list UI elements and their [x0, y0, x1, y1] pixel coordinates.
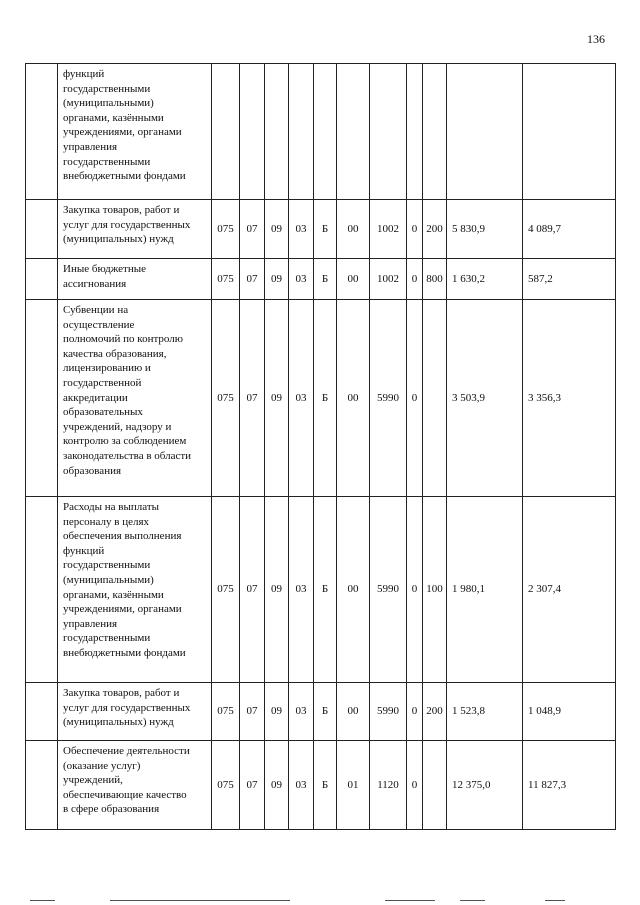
table-row [26, 497, 616, 683]
extra-code-cell [407, 64, 423, 200]
amount-cell-1: 1 980,1 [447, 497, 523, 683]
subsection-code-cell: 09 [265, 683, 289, 741]
event-code-cell: 00 [337, 200, 370, 259]
direction-code-cell: 1002 [370, 200, 407, 259]
extra-code-cell: 0 [407, 497, 423, 683]
subprogram-code-cell: Б [314, 200, 337, 259]
expense-name-cell: Закупка товаров, работ и услуг для государственных (муниципальных) нужд [58, 683, 212, 741]
event-code-cell: 01 [337, 741, 370, 830]
event-code-cell: 00 [337, 300, 370, 497]
expense-type-cell [423, 64, 447, 200]
ved-code-cell: 075 [212, 259, 240, 300]
program-code-cell: 03 [289, 741, 314, 830]
budget-table-body [26, 64, 616, 830]
row-index-cell [26, 683, 58, 741]
subsection-code-cell [265, 64, 289, 200]
subprogram-code-cell: Б [314, 497, 337, 683]
row-index-cell [26, 497, 58, 683]
program-code-cell: 03 [289, 683, 314, 741]
ved-code-cell: 075 [212, 741, 240, 830]
section-code-cell [240, 64, 265, 200]
direction-code-cell [370, 64, 407, 200]
event-code-cell: 00 [337, 259, 370, 300]
scan-artifact-line [30, 900, 55, 901]
ved-code-cell [212, 64, 240, 200]
ved-code-cell: 075 [212, 497, 240, 683]
subprogram-code-cell: Б [314, 300, 337, 497]
expense-name-cell: функций государственными (муниципальными) органами, казёнными учреждениями, органами управления государственными внебюджетными фондами [58, 64, 212, 200]
extra-code-cell: 0 [407, 300, 423, 497]
subsection-code-cell: 09 [265, 300, 289, 497]
program-code-cell [289, 64, 314, 200]
table-row [26, 64, 616, 200]
direction-code-cell: 5990 [370, 497, 407, 683]
row-index-cell [26, 259, 58, 300]
expense-name-cell: Иные бюджетные ассигнования [58, 259, 212, 300]
table-row [26, 259, 616, 300]
budget-table [25, 63, 616, 830]
program-code-cell: 03 [289, 259, 314, 300]
direction-code-cell: 1120 [370, 741, 407, 830]
subprogram-code-cell: Б [314, 741, 337, 830]
section-code-cell: 07 [240, 683, 265, 741]
amount-cell-2: 1 048,9 [523, 683, 616, 741]
extra-code-cell: 0 [407, 683, 423, 741]
row-index-cell [26, 200, 58, 259]
extra-code-cell: 0 [407, 741, 423, 830]
program-code-cell: 03 [289, 200, 314, 259]
amount-cell-1: 1 523,8 [447, 683, 523, 741]
amount-cell-2: 2 307,4 [523, 497, 616, 683]
ved-code-cell: 075 [212, 200, 240, 259]
direction-code-cell: 1002 [370, 259, 407, 300]
amount-cell-1 [447, 64, 523, 200]
section-code-cell: 07 [240, 300, 265, 497]
event-code-cell: 00 [337, 497, 370, 683]
expense-type-cell: 800 [423, 259, 447, 300]
subsection-code-cell: 09 [265, 200, 289, 259]
expense-name-cell: Субвенции на осуществление полномочий по контролю качества образования, лицензированию и государственной аккредитации образовательных учреждений, надзору и контролю за соблюдением законодательства в области образования [58, 300, 212, 497]
section-code-cell: 07 [240, 259, 265, 300]
expense-name-cell: Обеспечение деятельности (оказание услуг) учреждений, обеспечивающие качество в сфере образования [58, 741, 212, 830]
subsection-code-cell: 09 [265, 741, 289, 830]
scan-artifact-line [110, 900, 290, 901]
expense-type-cell [423, 300, 447, 497]
subprogram-code-cell [314, 64, 337, 200]
section-code-cell: 07 [240, 741, 265, 830]
row-index-cell [26, 741, 58, 830]
section-code-cell: 07 [240, 497, 265, 683]
amount-cell-2 [523, 64, 616, 200]
amount-cell-1: 5 830,9 [447, 200, 523, 259]
amount-cell-1: 12 375,0 [447, 741, 523, 830]
extra-code-cell: 0 [407, 200, 423, 259]
program-code-cell: 03 [289, 300, 314, 497]
subprogram-code-cell: Б [314, 683, 337, 741]
event-code-cell [337, 64, 370, 200]
expense-name-cell: Закупка товаров, работ и услуг для государственных (муниципальных) нужд [58, 200, 212, 259]
table-row [26, 683, 616, 741]
expense-type-cell: 200 [423, 200, 447, 259]
amount-cell-2: 3 356,3 [523, 300, 616, 497]
subprogram-code-cell: Б [314, 259, 337, 300]
program-code-cell: 03 [289, 497, 314, 683]
direction-code-cell: 5990 [370, 300, 407, 497]
table-row [26, 300, 616, 497]
subsection-code-cell: 09 [265, 259, 289, 300]
table-row [26, 741, 616, 830]
table-row [26, 200, 616, 259]
extra-code-cell: 0 [407, 259, 423, 300]
amount-cell-1: 3 503,9 [447, 300, 523, 497]
amount-cell-1: 1 630,2 [447, 259, 523, 300]
direction-code-cell: 5990 [370, 683, 407, 741]
amount-cell-2: 587,2 [523, 259, 616, 300]
amount-cell-2: 11 827,3 [523, 741, 616, 830]
section-code-cell: 07 [240, 200, 265, 259]
expense-name-cell: Расходы на выплаты персоналу в целях обеспечения выполнения функций государственными (муниципальными) органами, казёнными учреждениями, органами управления государственными внебюджетными фондами [58, 497, 212, 683]
scan-artifact-line [385, 900, 435, 901]
amount-cell-2: 4 089,7 [523, 200, 616, 259]
ved-code-cell: 075 [212, 683, 240, 741]
scan-artifact-line [460, 900, 485, 901]
expense-type-cell: 100 [423, 497, 447, 683]
event-code-cell: 00 [337, 683, 370, 741]
expense-type-cell [423, 741, 447, 830]
row-index-cell [26, 300, 58, 497]
scan-artifact-line [545, 900, 565, 901]
ved-code-cell: 075 [212, 300, 240, 497]
expense-type-cell: 200 [423, 683, 447, 741]
subsection-code-cell: 09 [265, 497, 289, 683]
row-index-cell [26, 64, 58, 200]
page-number: 136 [587, 32, 605, 46]
